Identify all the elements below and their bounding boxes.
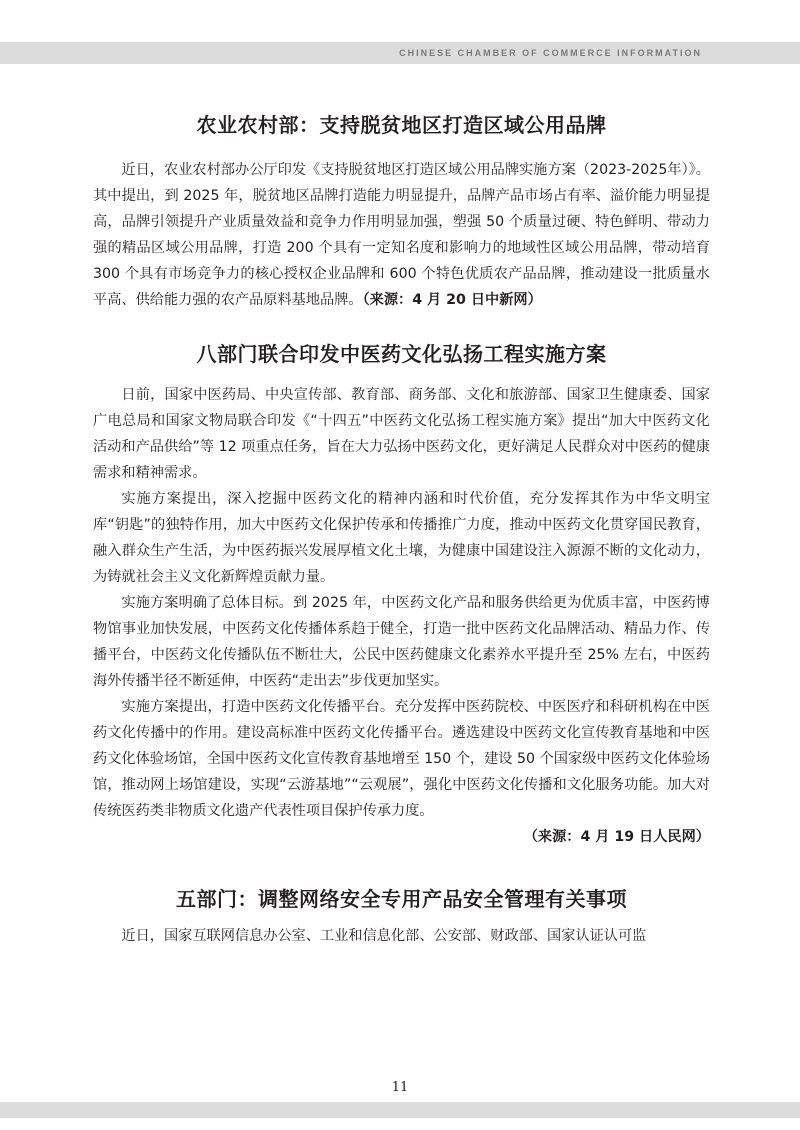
article-paragraph: 实施方案明确了总体目标。到 2025 年，中医药文化产品和服务供给更为优质丰富，中医药博物馆事业加快发展，中医药文化传播体系趋于健全，打造一批中医药文化品牌活动、精品力作、传播平台，中医药文化传播队伍不断壮大，公民中医药健康文化素养水平提升至 25% 左右，中医药海外传播半径不断延伸，中医药“走出去”步伐更加坚实。 [93, 595, 710, 689]
article-2 [93, 339, 710, 850]
article-title: 八部门联合印发中医药文化弘扬工程实施方案 [196, 342, 607, 366]
article-title: 农业农村部：支持脱贫地区打造区域公用品牌 [196, 113, 607, 137]
article-paragraph [93, 157, 710, 313]
article-paragraph: 近日，国家互联网信息办公室、工业和信息化部、公安部、财政部、国家认证认可监 [121, 928, 647, 944]
article-paragraph: 日前，国家中医药局、中央宣传部、教育部、商务部、文化和旅游部、国家卫生健康委、国家广电总局和国家文物局联合印发《“十四五”中医药文化弘扬工程实施方案》提出“加大中医药文化活动和产品供给”等 12 项重点任务，旨在大力弘扬中医药文化，更好满足人民群众对中医药的健康需求和精神需求。 [93, 387, 710, 481]
article-title: 五部门：调整网络安全专用产品安全管理有关事项 [176, 887, 627, 911]
header-banner-text: CHINESE CHAMBER OF COMMERCE INFORMATION [399, 48, 702, 58]
article-3 [93, 884, 710, 949]
page-content [93, 110, 710, 949]
header-band [0, 42, 800, 64]
article-source: （来源：4 月 19 日人民网） [523, 829, 710, 845]
paragraph-text: 近日，农业农村部办公厅印发《支持脱贫地区打造区域公用品牌实施方案（2023-2025年）》。其中提出，到 2025 年，脱贫地区品牌打造能力明显提升，品牌产品市场占有率、溢价能力明显提高，品牌引领提升产业质量效益和竞争力作用明显加强，塑强 50 个质量过硬、特色鲜明、带动力强的精品区域公用品牌，打造 200 个具有一定知名度和影响力的地域性区域公用品牌，带动培育 300 个具有市场竞争力的核心授权企业品牌和 600 个特色优质农产品品牌，推动建设一批质量水平高、供给能力强的农产品原料基地品牌。 [93, 162, 710, 308]
article-paragraph: 实施方案提出，打造中医药文化传播平台。充分发挥中医药院校、中医医疗和科研机构在中医药文化传播中的作用。建设高标准中医药文化传播平台。遴选建设中医药文化宣传教育基地和中医药文化体验场馆，全国中医药文化宣传教育基地增至 150 个，建设 50 个国家级中医药文化体验场馆，推动网上场馆建设，实现“云游基地”“云观展”，强化中医药文化传播和文化服务功能。加大对传统医药类非物质文化遗产代表性项目保护传承力度。 [93, 699, 710, 819]
footer-band [0, 1102, 800, 1118]
article-paragraph: 实施方案提出，深入挖掘中医药文化的精神内涵和时代价值，充分发挥其作为中华文明宝库“钥匙”的独特作用，加大中医药文化保护传承和传播推广力度，推动中医药文化贯穿国民教育，融入群众生产生活，为中医药振兴发展厚植文化土壤，为健康中国建设注入源源不断的文化动力，为铸就社会主义文化新辉煌贡献力量。 [93, 491, 710, 585]
article-1 [93, 110, 710, 313]
page-number: 11 [391, 1080, 409, 1095]
article-source: （来源：4 月 20 日中新网） [362, 292, 542, 308]
